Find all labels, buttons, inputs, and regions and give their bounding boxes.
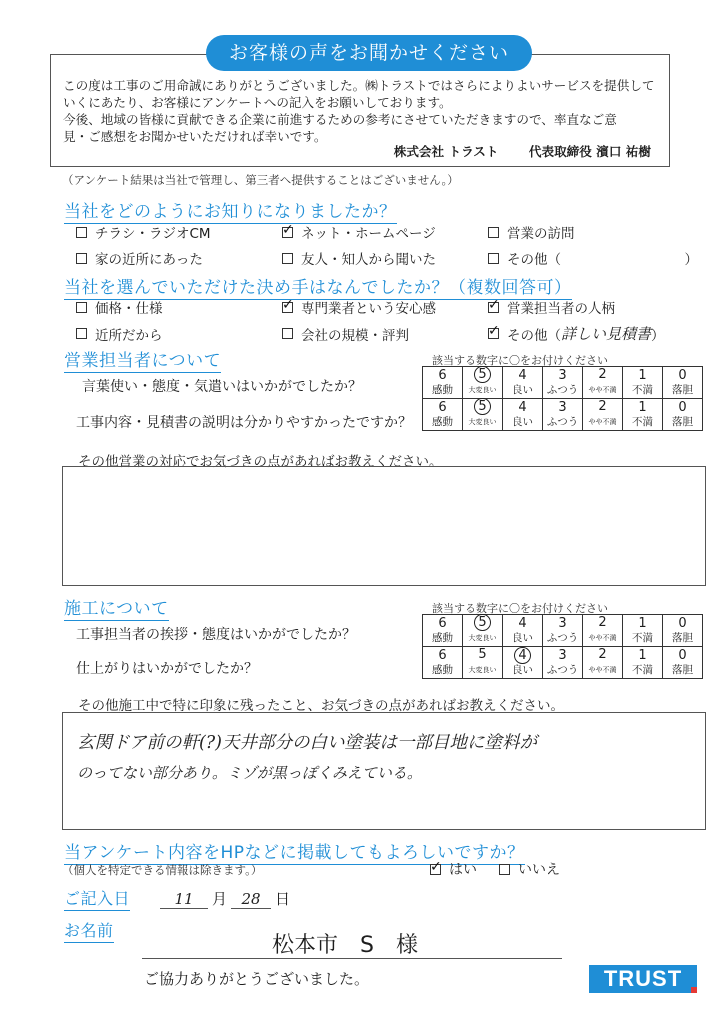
rating-row [423, 615, 703, 647]
intro-line: この度は工事のご用命誠にありがとうございました。㈱トラストではさらによりよいサービスを提供して [63, 78, 655, 93]
q1-option-neighborhood[interactable]: 家の近所にあった [76, 248, 282, 268]
q1-option-sales-visit[interactable]: 営業の訪問 [488, 222, 694, 242]
construction-comment-prompt: その他施工中で特に印象に残ったこと、お気づきの点があればお教えください。 [78, 698, 564, 714]
q1-option-other[interactable]: その他（ ） [488, 248, 698, 268]
comment-handwritten-line: 玄関ドア前の軒(?)天井部分の白い塗装は一部目地に塗料が [77, 733, 538, 753]
sales-rating-table [422, 366, 703, 431]
checkbox-checked[interactable] [282, 227, 293, 238]
checkbox[interactable] [282, 253, 293, 264]
checkbox-checked[interactable] [430, 864, 441, 875]
rating-cell[interactable]: 5 大変良い [463, 399, 503, 431]
checkbox[interactable] [76, 227, 87, 238]
rating-cell[interactable]: 4 良い [503, 647, 543, 679]
publish-no[interactable]: いいえ [499, 859, 560, 879]
construction-question-2: 仕上がりはいかがでしたか？ [76, 661, 258, 677]
checkbox[interactable] [488, 253, 499, 264]
publish-title: 当アンケート内容をHPなどに掲載してもよろしいですか？ [64, 838, 525, 865]
rating-circle: 5 [474, 366, 490, 383]
q2-option-price[interactable]: 価格・仕様 [76, 297, 282, 317]
intro-line: 見・ご感想をお聞かせいただければ幸いです。 [63, 129, 327, 144]
rating-cell[interactable]: 6 感動 [423, 615, 463, 647]
q2-option-sales-person[interactable]: ✓ 営業担当者の人柄 [488, 297, 694, 317]
comment-handwritten-line: のってない部分あり。ミゾが黒っぽくみえている。 [77, 764, 422, 782]
date-month: 11 [160, 890, 208, 909]
rating-cell[interactable]: 3 ふつう [543, 615, 583, 647]
logo-dot [691, 987, 697, 993]
checkbox[interactable] [76, 253, 87, 264]
q1-option-friend[interactable]: 友人・知人から聞いた [282, 248, 488, 268]
page-title: お客様の声をお聞かせください [206, 35, 532, 71]
publish-note: （個人を特定できる情報は除きます。） [62, 863, 263, 877]
sales-question-1: 言葉使い・態度・気遣いはいかがでしたか？ [82, 379, 362, 395]
rating-cell[interactable]: 1 不満 [623, 367, 663, 399]
rating-cell[interactable]: 2 やや不満 [583, 399, 623, 431]
checkbox-checked[interactable] [488, 328, 499, 339]
publish-options [430, 859, 560, 879]
q2-option-reputation[interactable]: 会社の規模・評判 [282, 323, 488, 344]
name-underline [142, 958, 562, 959]
sales-title: 営業担当者について [64, 346, 221, 373]
rating-row [423, 399, 703, 431]
rating-circle: 5 [474, 614, 490, 631]
q1-option-internet[interactable]: ✓ ネット・ホームページ [282, 222, 488, 242]
rating-cell[interactable]: 6 感動 [423, 647, 463, 679]
sales-question-2: 工事内容・見積書の説明は分かりやすかったですか？ [76, 415, 412, 431]
rating-cell[interactable]: 4 良い [503, 367, 543, 399]
rating-cell[interactable]: 3 ふつう [543, 647, 583, 679]
checkbox[interactable] [488, 227, 499, 238]
rating-row [423, 647, 703, 679]
rating-cell[interactable]: 6 感動 [423, 399, 463, 431]
privacy-note: （アンケート結果は当社で管理し、第三者へ提供することはございません。） [62, 173, 459, 187]
checkbox[interactable] [499, 864, 510, 875]
company-name: 株式会社 トラスト [393, 144, 499, 159]
q1-option-flyer-radio[interactable]: チラシ・ラジオCM [76, 222, 282, 242]
rating-cell[interactable]: 0 落胆 [663, 647, 703, 679]
ceo-name: 代表取締役 濱口 祐樹 [528, 144, 651, 159]
rating-cell[interactable]: 0 落胆 [663, 399, 703, 431]
name-label: お名前 [64, 918, 114, 943]
rating-row [423, 367, 703, 399]
rating-cell[interactable]: 5 大変良い [463, 367, 503, 399]
intro-line: 今後、地域の皆様に貢献できる企業に前進するための参考にさせていただきますので、率直なご意 [63, 112, 617, 127]
checkbox[interactable] [76, 328, 87, 339]
checkbox-checked[interactable] [488, 302, 499, 313]
rating-cell[interactable]: 2 やや不満 [583, 615, 623, 647]
construction-question-1: 工事担当者の挨拶・態度はいかがでしたか？ [76, 627, 356, 643]
customer-name: 松本市 S 様 [272, 933, 418, 958]
q2-other-handwritten: 詳しい見積書 [561, 325, 652, 343]
rating-cell[interactable]: 0 落胆 [663, 615, 703, 647]
date-label: ご記入日 [64, 886, 130, 911]
trust-logo: TRUST [589, 965, 697, 993]
q2-title: 当社を選んでいただけた決め手はなんでしたか？（複数回答可） [64, 273, 572, 300]
rating-circle: 4 [514, 647, 530, 664]
publish-yes[interactable]: ✓ はい [430, 859, 477, 879]
rating-cell[interactable]: 2 やや不満 [583, 367, 623, 399]
construction-comment-box[interactable] [62, 712, 706, 830]
rating-cell[interactable]: 1 不満 [623, 399, 663, 431]
checkbox[interactable] [282, 328, 293, 339]
checkbox[interactable] [76, 302, 87, 313]
rating-circle: 5 [474, 398, 490, 415]
rating-cell[interactable]: 6 感動 [423, 367, 463, 399]
rating-cell[interactable]: 5 大変良い [463, 615, 503, 647]
rating-cell[interactable]: 3 ふつう [543, 399, 583, 431]
rating-cell[interactable]: 5 大変良い [463, 647, 503, 679]
rating-cell[interactable]: 1 不満 [623, 615, 663, 647]
q2-option-other[interactable]: ✓ その他（ 詳しい見積書 ） [488, 323, 708, 344]
rating-cell[interactable]: 1 不満 [623, 647, 663, 679]
rating-cell[interactable]: 2 やや不満 [583, 647, 623, 679]
q2-option-specialist[interactable]: ✓ 専門業者という安心感 [282, 297, 488, 317]
construction-title: 施工について [64, 594, 169, 621]
q2-option-nearby[interactable]: 近所だから [76, 323, 282, 344]
q1-options [76, 222, 698, 268]
date-field[interactable]: 11 月 28 日 [160, 888, 290, 909]
rating-cell[interactable]: 4 良い [503, 615, 543, 647]
checkbox-checked[interactable] [282, 302, 293, 313]
rating-cell[interactable]: 4 良い [503, 399, 543, 431]
rating-cell[interactable]: 3 ふつう [543, 367, 583, 399]
construction-rate-instruction: 該当する数字に〇をお付けください [432, 602, 608, 615]
thanks-text: ご協力ありがとうございました。 [144, 970, 370, 988]
sales-comment-box[interactable] [62, 466, 706, 586]
q2-options [76, 297, 708, 344]
sales-comment-prompt: その他営業の対応でお気づきの点があればお教えください。 [78, 454, 443, 470]
rating-cell[interactable]: 0 落胆 [663, 367, 703, 399]
construction-rating-table [422, 614, 703, 679]
signature [368, 143, 651, 160]
date-day: 28 [231, 890, 271, 909]
q1-title: 当社をどのようにお知りになりましたか？ [64, 197, 397, 224]
sales-rate-instruction: 該当する数字に〇をお付けください [432, 354, 608, 367]
intro-line: いくにあたり、お客様にアンケートへの記入をお願いしております。 [63, 95, 452, 110]
